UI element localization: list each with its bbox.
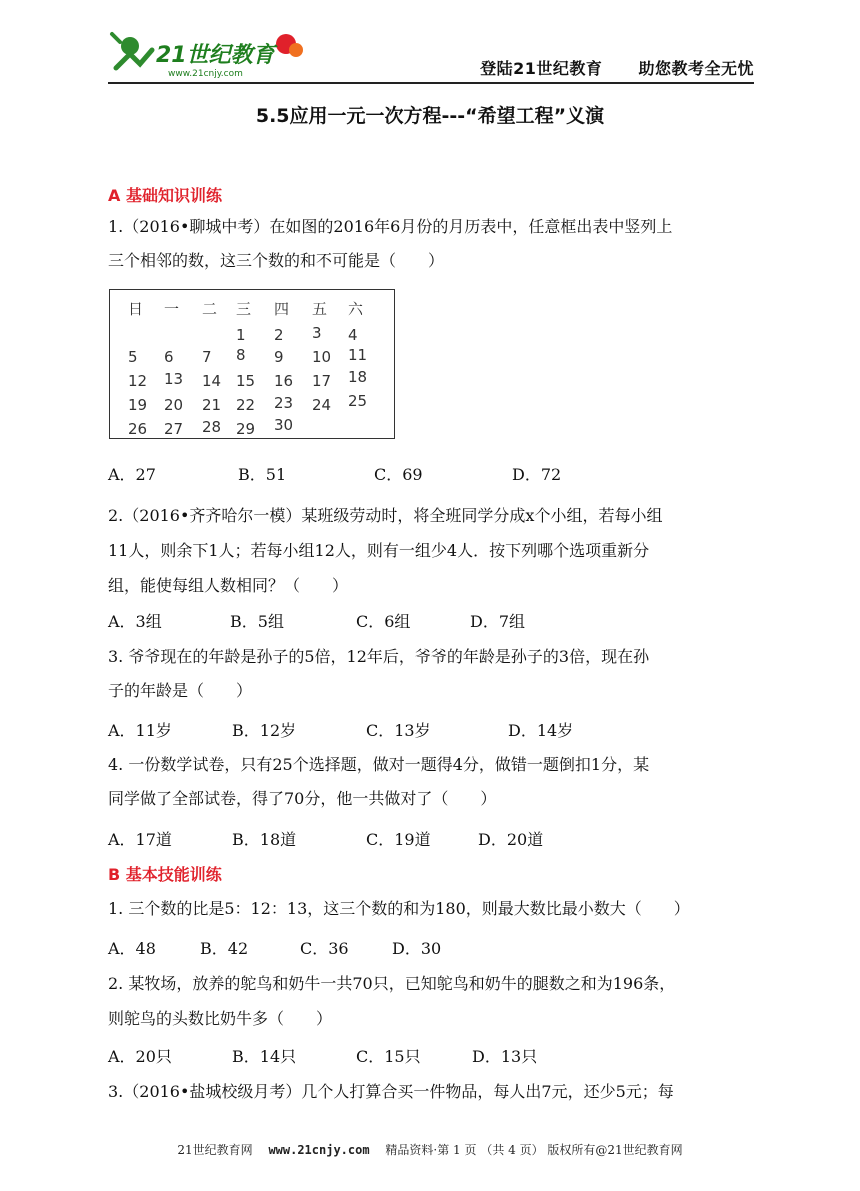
calendar-day: 15 <box>236 372 256 390</box>
q3-line2: 子的年龄是（ ） <box>108 681 253 700</box>
b3-line1: 3.（2016•盐城校级月考）几个人打算合买一件物品，每人出7元，还少5元；每 <box>108 1082 674 1101</box>
q1-option-a: A．27 <box>108 465 156 484</box>
q4-option-b: B．18道 <box>232 830 297 849</box>
b1-option-a: A．48 <box>108 939 156 958</box>
page-header <box>108 28 754 84</box>
q1-line1: 1.（2016•聊城中考）在如图的2016年6月份的月历表中，任意框出表中竖列上 <box>108 217 673 236</box>
q3-option-d: D．14岁 <box>508 721 574 740</box>
header-slogans <box>480 56 754 79</box>
q1-option-c: C．69 <box>374 465 423 484</box>
logo-url: www.21cnjy.com <box>168 69 243 79</box>
q3-option-a: A．11岁 <box>108 721 172 740</box>
q2-line3: 组，能使每组人数相同？（ ） <box>108 576 349 595</box>
q3-line1: 3. 爷爷现在的年龄是孙子的5倍，12年后，爷爷的年龄是孙子的3倍，现在孙 <box>108 647 650 666</box>
calendar-day: 24 <box>312 396 332 414</box>
calendar-day: 10 <box>312 348 332 366</box>
calendar-table <box>109 289 395 439</box>
q2-line1: 2.（2016•齐齐哈尔一模）某班级劳动时，将全班同学分成x个小组，若每小组 <box>108 506 663 525</box>
footer-left: 21世纪教育网 <box>177 1143 253 1157</box>
calendar-weekday-header: 五 <box>312 300 328 318</box>
calendar-day: 20 <box>164 396 184 414</box>
calendar-day: 2 <box>274 326 284 344</box>
calendar-day: 6 <box>164 348 174 366</box>
q4-line2: 同学做了全部试卷，得了70分，他一共做对了（ ） <box>108 789 497 808</box>
q2-option-b: B．5组 <box>230 612 284 631</box>
b2-option-c: C．15只 <box>356 1047 421 1066</box>
calendar-weekday-header: 一 <box>164 300 180 318</box>
page-footer <box>0 1141 860 1158</box>
q2-option-d: D．7组 <box>470 612 526 631</box>
q4-line1: 4. 一份数学试卷，只有25个选择题，做对一题得4分，做错一题倒扣1分，某 <box>108 755 650 774</box>
calendar-day: 9 <box>274 348 284 366</box>
b2-option-d: D．13只 <box>472 1047 538 1066</box>
calendar-day: 22 <box>236 396 256 414</box>
header-divider <box>108 82 754 84</box>
calendar-day: 17 <box>312 372 332 390</box>
b1-line1: 1. 三个数的比是5：12：13，这三个数的和为180，则最大数比最小数大（ ） <box>108 899 690 918</box>
calendar-day: 23 <box>274 394 294 412</box>
slogan-left: 登陆21世纪教育 <box>480 59 603 78</box>
calendar-day: 26 <box>128 420 148 438</box>
calendar-weekday-header: 四 <box>274 300 290 318</box>
q1-option-d: D．72 <box>512 465 562 484</box>
calendar-day: 5 <box>128 348 138 366</box>
q1-option-b: B．51 <box>238 465 287 484</box>
calendar-day: 1 <box>236 326 246 344</box>
q4-option-c: C．19道 <box>366 830 431 849</box>
calendar-day: 13 <box>164 370 184 388</box>
b1-option-c: C．36 <box>300 939 349 958</box>
calendar-day: 3 <box>312 324 322 342</box>
calendar-day: 27 <box>164 420 184 438</box>
q1-line2: 三个相邻的数，这三个数的和不可能是（ ） <box>108 251 445 270</box>
q2-option-c: C．6组 <box>356 612 411 631</box>
calendar-day: 19 <box>128 396 148 414</box>
calendar-day: 25 <box>348 392 368 410</box>
q2-line2: 11人，则余下1人；若每小组12人，则有一组少4人．按下列哪个选项重新分 <box>108 541 650 560</box>
q2-option-a: A．3组 <box>108 612 162 631</box>
calendar-day: 21 <box>202 396 222 414</box>
q4-option-d: D．20道 <box>478 830 544 849</box>
calendar-day: 29 <box>236 420 256 438</box>
footer-site-link[interactable]: www.21cnjy.com <box>268 1143 370 1157</box>
b2-line2: 则鸵鸟的头数比奶牛多（ ） <box>108 1009 333 1028</box>
b2-option-a: A．20只 <box>108 1047 172 1066</box>
calendar-day: 18 <box>348 368 368 386</box>
page-title: 5.5应用一元一次方程---“希望工程”义演 <box>255 105 605 127</box>
footer-right: 精品资料·第 1 页 （共 4 页） 版权所有@21世纪教育网 <box>385 1143 683 1157</box>
q3-option-c: C．13岁 <box>366 721 431 740</box>
calendar-day: 30 <box>274 416 294 434</box>
site-logo <box>108 28 308 80</box>
calendar-day: 7 <box>202 348 212 366</box>
b2-option-b: B．14只 <box>232 1047 297 1066</box>
q4-option-a: A．17道 <box>108 830 172 849</box>
calendar-weekday-header: 六 <box>348 300 364 318</box>
calendar-day: 8 <box>236 346 246 364</box>
calendar-day: 14 <box>202 372 222 390</box>
calendar-day: 28 <box>202 418 222 436</box>
calendar-weekday-header: 日 <box>128 300 144 318</box>
logo-text: 21世纪教育 <box>156 43 275 68</box>
calendar-day: 4 <box>348 326 358 344</box>
b1-option-b: B．42 <box>200 939 249 958</box>
calendar-day: 12 <box>128 372 148 390</box>
slogan-right: 助您教考全无忧 <box>638 59 754 78</box>
b1-option-d: D．30 <box>392 939 442 958</box>
q3-option-b: B．12岁 <box>232 721 297 740</box>
b2-line1: 2. 某牧场，放养的鸵鸟和奶牛一共70只，已知鸵鸟和奶牛的腿数之和为196条， <box>108 974 676 993</box>
calendar-day: 16 <box>274 372 294 390</box>
calendar-weekday-header: 三 <box>236 300 252 318</box>
section-a-heading: A 基础知识训练 <box>108 186 222 205</box>
calendar-weekday-header: 二 <box>202 300 218 318</box>
section-b-heading: B 基本技能训练 <box>108 865 222 884</box>
calendar-day: 11 <box>348 346 368 364</box>
